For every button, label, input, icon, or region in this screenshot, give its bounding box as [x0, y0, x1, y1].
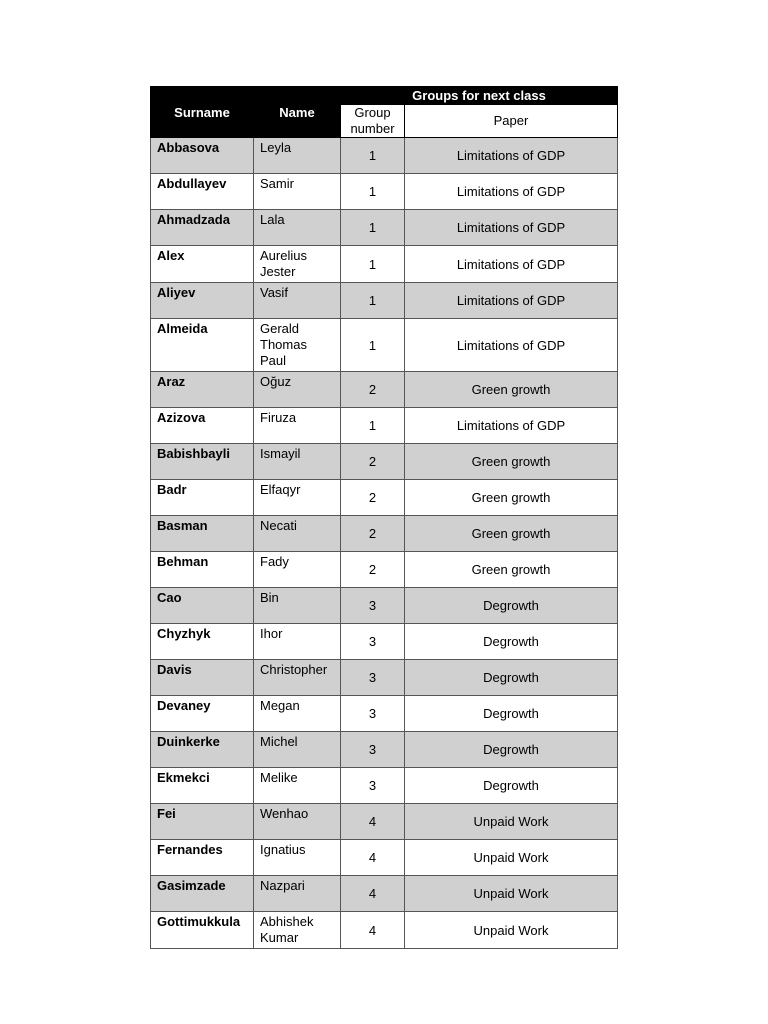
paper-cell: Unpaid Work	[405, 840, 618, 876]
table-row	[151, 768, 618, 804]
group-number-cell: 4	[341, 876, 405, 912]
surname-cell: Basman	[151, 516, 254, 552]
surname-cell: Gottimukkula	[151, 912, 254, 949]
name-cell: Fady	[254, 552, 341, 588]
paper-cell: Limitations of GDP	[405, 283, 618, 319]
paper-header: Paper	[405, 105, 618, 138]
paper-cell: Degrowth	[405, 768, 618, 804]
group-number-cell: 2	[341, 480, 405, 516]
surname-cell: Azizova	[151, 408, 254, 444]
surname-cell: Almeida	[151, 319, 254, 372]
paper-cell: Limitations of GDP	[405, 408, 618, 444]
paper-cell: Degrowth	[405, 732, 618, 768]
surname-cell: Gasimzade	[151, 876, 254, 912]
paper-cell: Degrowth	[405, 660, 618, 696]
table-row	[151, 480, 618, 516]
name-header: Name	[254, 87, 341, 138]
name-cell: Gerald Thomas Paul	[254, 319, 341, 372]
group-number-cell: 3	[341, 588, 405, 624]
group-number-cell: 2	[341, 516, 405, 552]
paper-cell: Limitations of GDP	[405, 210, 618, 246]
paper-cell: Green growth	[405, 480, 618, 516]
surname-cell: Duinkerke	[151, 732, 254, 768]
surname-cell: Abdullayev	[151, 174, 254, 210]
name-cell: Oğuz	[254, 372, 341, 408]
name-cell: Bin	[254, 588, 341, 624]
name-cell: Megan	[254, 696, 341, 732]
surname-cell: Chyzhyk	[151, 624, 254, 660]
name-cell: Nazpari	[254, 876, 341, 912]
table-header	[151, 87, 618, 138]
table-row	[151, 444, 618, 480]
group-number-cell: 1	[341, 283, 405, 319]
table-row	[151, 660, 618, 696]
paper-cell: Unpaid Work	[405, 804, 618, 840]
group-number-cell: 1	[341, 138, 405, 174]
name-cell: Michel	[254, 732, 341, 768]
paper-cell: Unpaid Work	[405, 876, 618, 912]
surname-cell: Cao	[151, 588, 254, 624]
surname-cell: Ekmekci	[151, 768, 254, 804]
group-number-cell: 3	[341, 768, 405, 804]
surname-cell: Ahmadzada	[151, 210, 254, 246]
table-body	[151, 138, 618, 949]
table-row	[151, 552, 618, 588]
surname-cell: Araz	[151, 372, 254, 408]
group-number-cell: 1	[341, 319, 405, 372]
table-row	[151, 912, 618, 949]
name-cell: Abhishek Kumar	[254, 912, 341, 949]
group-number-cell: 1	[341, 246, 405, 283]
group-number-cell: 1	[341, 174, 405, 210]
paper-cell: Limitations of GDP	[405, 174, 618, 210]
groups-title-header: Groups for next class	[341, 87, 618, 105]
surname-cell: Babishbayli	[151, 444, 254, 480]
table-row	[151, 283, 618, 319]
surname-cell: Abbasova	[151, 138, 254, 174]
name-cell: Ignatius	[254, 840, 341, 876]
surname-cell: Devaney	[151, 696, 254, 732]
table-row	[151, 138, 618, 174]
name-cell: Vasif	[254, 283, 341, 319]
group-number-header: Group number	[341, 105, 405, 138]
groups-table	[150, 86, 618, 949]
surname-cell: Behman	[151, 552, 254, 588]
name-cell: Ismayil	[254, 444, 341, 480]
surname-header: Surname	[151, 87, 254, 138]
paper-cell: Degrowth	[405, 624, 618, 660]
group-number-cell: 4	[341, 912, 405, 949]
name-cell: Samir	[254, 174, 341, 210]
group-number-cell: 1	[341, 210, 405, 246]
group-number-cell: 2	[341, 372, 405, 408]
group-number-cell: 2	[341, 444, 405, 480]
paper-cell: Limitations of GDP	[405, 319, 618, 372]
table-row	[151, 732, 618, 768]
table-row	[151, 246, 618, 283]
name-cell: Christopher	[254, 660, 341, 696]
paper-cell: Green growth	[405, 444, 618, 480]
surname-cell: Fei	[151, 804, 254, 840]
group-number-cell: 3	[341, 696, 405, 732]
name-cell: Elfaqyr	[254, 480, 341, 516]
table-row	[151, 319, 618, 372]
table-row	[151, 408, 618, 444]
name-cell: Lala	[254, 210, 341, 246]
group-number-cell: 1	[341, 408, 405, 444]
paper-cell: Unpaid Work	[405, 912, 618, 949]
paper-cell: Limitations of GDP	[405, 138, 618, 174]
surname-cell: Aliyev	[151, 283, 254, 319]
table-row	[151, 210, 618, 246]
paper-cell: Green growth	[405, 552, 618, 588]
table-row	[151, 588, 618, 624]
name-cell: Necati	[254, 516, 341, 552]
name-cell: Ihor	[254, 624, 341, 660]
table-row	[151, 516, 618, 552]
paper-cell: Degrowth	[405, 696, 618, 732]
surname-cell: Fernandes	[151, 840, 254, 876]
group-number-cell: 2	[341, 552, 405, 588]
name-cell: Leyla	[254, 138, 341, 174]
table-row	[151, 174, 618, 210]
group-number-cell: 3	[341, 624, 405, 660]
table-row	[151, 372, 618, 408]
paper-cell: Limitations of GDP	[405, 246, 618, 283]
surname-cell: Badr	[151, 480, 254, 516]
name-cell: Wenhao	[254, 804, 341, 840]
table-row	[151, 804, 618, 840]
table-row	[151, 696, 618, 732]
name-cell: Firuza	[254, 408, 341, 444]
paper-cell: Green growth	[405, 516, 618, 552]
name-cell: Melike	[254, 768, 341, 804]
table-row	[151, 876, 618, 912]
table-row	[151, 840, 618, 876]
group-number-cell: 3	[341, 732, 405, 768]
group-number-cell: 4	[341, 840, 405, 876]
surname-cell: Davis	[151, 660, 254, 696]
group-number-cell: 3	[341, 660, 405, 696]
surname-cell: Alex	[151, 246, 254, 283]
paper-cell: Degrowth	[405, 588, 618, 624]
paper-cell: Green growth	[405, 372, 618, 408]
table-row	[151, 624, 618, 660]
group-number-cell: 4	[341, 804, 405, 840]
name-cell: Aurelius Jester	[254, 246, 341, 283]
